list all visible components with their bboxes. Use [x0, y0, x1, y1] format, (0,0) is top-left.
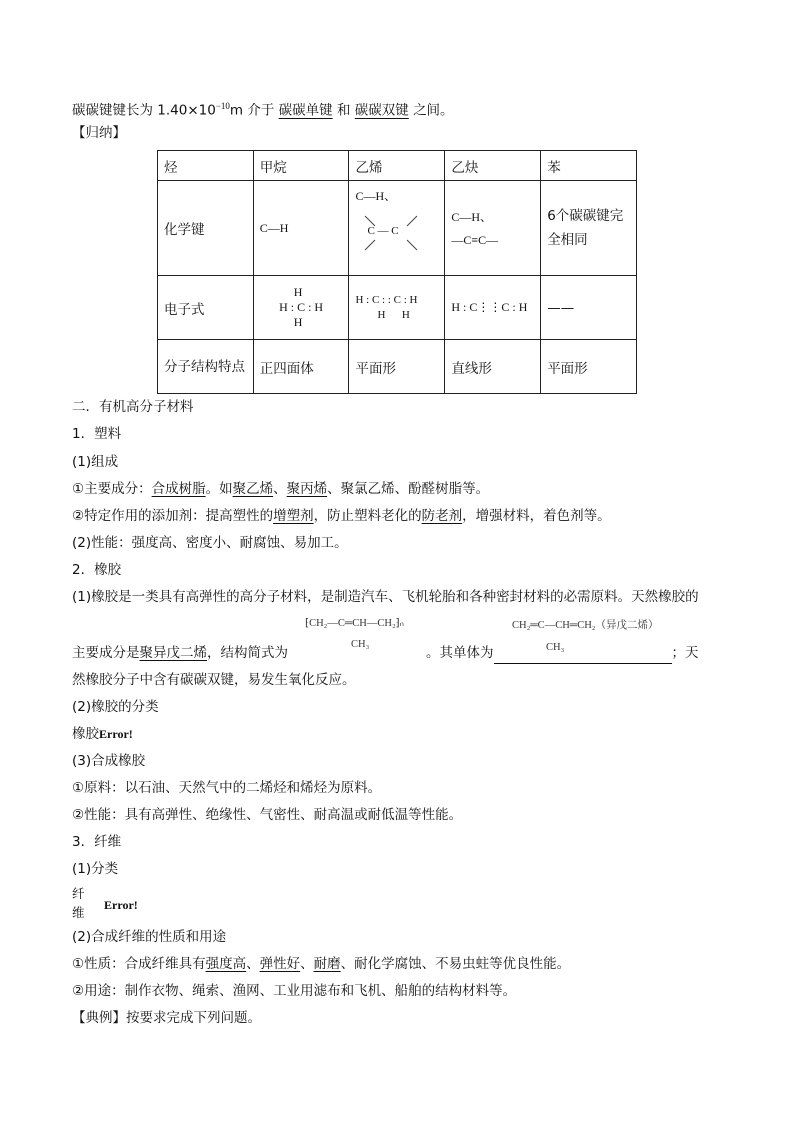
intro-and: 和	[336, 102, 351, 119]
text: ，防止塑料老化的	[313, 508, 422, 524]
ethylene-cc-diagram	[355, 204, 438, 260]
text: 、聚氯乙烯、酚醛树脂等。	[327, 481, 490, 497]
ethylene-cc-label: C — C	[367, 225, 399, 237]
text: ，增强材料，着色剂等。	[462, 508, 611, 524]
text: ②特定作用的添加剂：提高塑性的	[72, 508, 274, 524]
rubber-class-title: (2)橡胶的分类	[72, 699, 159, 715]
row-label: 化学键	[158, 181, 254, 276]
row-label: 分子结构特点	[158, 340, 254, 394]
answer-polyethylene: 聚乙烯	[232, 481, 274, 497]
table-row-bond	[158, 181, 637, 276]
text: 。如	[205, 481, 233, 497]
answer-double-bond: 碳碳双键	[354, 102, 409, 119]
header-cell: 乙炔	[445, 151, 541, 181]
row-label: 电子式	[158, 276, 254, 340]
rubber-class-line	[72, 724, 133, 744]
isoprene-main: CH₂═C—CH═CH₂（异戊二烯）	[512, 620, 659, 631]
ethylene-bond	[349, 181, 445, 276]
header-cell: 烃	[158, 151, 254, 181]
text: ，结构简式为	[207, 645, 288, 661]
section-title: 二．有机高分子材料	[72, 399, 194, 415]
answer-polypropylene: 聚丙烯	[286, 481, 328, 497]
plastic-main-line	[72, 479, 489, 499]
text: 主要成分是	[72, 645, 140, 661]
table-header-row	[158, 151, 637, 181]
monomer-blank	[494, 643, 672, 664]
text: 。其单体为	[426, 645, 494, 661]
answer-polyisoprene: 聚异戊二烯	[139, 645, 207, 661]
intro-suffix: 之间。	[413, 102, 454, 119]
acetylene-bond-cc: —C≡C—	[451, 233, 499, 247]
plastic-additive-line	[72, 506, 611, 526]
table-row-structure	[158, 340, 637, 394]
ethylene-e-mid: H : C : : C : H	[355, 293, 418, 306]
fiber-class-title: (1)分类	[72, 861, 119, 877]
acetylene-bond	[445, 181, 541, 276]
ethylene-electron	[349, 276, 445, 340]
text: 、	[246, 956, 260, 972]
methane-electron	[253, 276, 349, 340]
table-row-electron	[158, 276, 637, 340]
methane-structure: 正四面体	[253, 340, 349, 394]
rubber-synthetic-title: (3)合成橡胶	[72, 753, 146, 769]
polyisoprene-main: ⁅CH₂—C═CH—CH₂⁆ₙ	[305, 618, 404, 629]
answer-single-bond: 碳碳单键	[278, 102, 333, 119]
acetylene-structure: 直线形	[445, 340, 541, 394]
polyisoprene-methyl: CH₃	[351, 639, 370, 650]
rubber-raw-line: ①原料：以石油、天然气中的二烯烃和烯烃为原料。	[72, 780, 382, 796]
rubber-para-3: 然橡胶分子中含有碳碳双键，易发生氧化反应。	[72, 672, 356, 688]
text: 、	[273, 481, 287, 497]
methane-e-top: H	[293, 285, 303, 299]
text: 、耐化学腐蚀、不易虫蛀等优良性能。	[340, 956, 571, 972]
acetylene-electron: H : C⋮⋮C : H	[445, 276, 541, 340]
isoprene-methyl: CH₃	[546, 642, 565, 653]
fiber-use-line: ②用途：制作衣物、绳索、渔网、工业用滤布和飞机、船舶的结构材料等。	[72, 983, 517, 999]
fiber-class-word-1: 纤	[72, 886, 85, 901]
fiber-title: 3．纤维	[72, 834, 122, 850]
answer-wear-resistant: 耐磨	[313, 956, 341, 972]
text: ①性质：合成纤维具有	[72, 956, 206, 972]
methane-e-bot: H	[293, 315, 303, 329]
answer-resin: 合成树脂	[151, 481, 206, 497]
plastic-property-line: (2)性能：强度高、密度小、耐腐蚀、易加工。	[72, 535, 348, 551]
rubber-para-1: (1)橡胶是一类具有高弹性的高分子材料，是制造汽车、飞机轮胎和各种密封材料的必需原料。天然橡胶的	[72, 589, 699, 605]
intro-line	[72, 96, 454, 121]
benzene-electron: ——	[541, 276, 637, 340]
header-cell: 苯	[541, 151, 637, 181]
benzene-bond: 6个碳碳键完全相同	[541, 181, 637, 276]
ethylene-bond-ch: C—H、	[355, 189, 397, 203]
text: 、	[300, 956, 314, 972]
answer-antiaging: 防老剂	[421, 508, 463, 524]
ethylene-e-bot: H H	[377, 308, 410, 321]
error-text: Error!	[99, 727, 133, 741]
ethylene-structure: 平面形	[349, 340, 445, 394]
acetylene-bond-ch: C—H、	[451, 210, 493, 224]
summary-title: 【归纳】	[72, 125, 126, 141]
plastic-composition-title: (1)组成	[72, 454, 119, 470]
rubber-title: 2．橡胶	[72, 562, 122, 578]
rubber-perf-line: ②性能：具有高弹性、绝缘性、气密性、耐高温或耐低温等性能。	[72, 807, 463, 823]
text: 橡胶	[72, 726, 99, 742]
fiber-synthetic-title: (2)合成纤维的性质和用途	[72, 929, 227, 945]
error-text: Error!	[104, 898, 138, 912]
answer-plasticizer: 增塑剂	[273, 508, 314, 524]
fiber-class-word-2: 维	[72, 905, 85, 920]
methane-e-mid: H : C : H	[279, 300, 324, 314]
methane-bond: C—H	[253, 181, 349, 276]
hydrocarbon-summary-table	[157, 150, 637, 394]
intro-unit: m 介于	[229, 102, 275, 119]
answer-high-strength: 强度高	[205, 956, 247, 972]
header-cell: 乙烯	[349, 151, 445, 181]
intro-exponent: −10	[215, 101, 230, 111]
text: ；天	[671, 645, 699, 661]
rubber-para-2	[72, 643, 699, 664]
fiber-prop-line	[72, 954, 570, 974]
text: ①主要成分：	[72, 481, 152, 497]
benzene-structure: 平面形	[541, 340, 637, 394]
answer-good-elasticity: 弹性好	[259, 956, 301, 972]
plastic-title: 1．塑料	[72, 426, 122, 442]
header-cell: 甲烷	[253, 151, 349, 181]
intro-prefix: 碳碳键键长为 1.40×10	[72, 102, 216, 119]
example-title: 【典例】按要求完成下列问题。	[72, 1010, 261, 1026]
